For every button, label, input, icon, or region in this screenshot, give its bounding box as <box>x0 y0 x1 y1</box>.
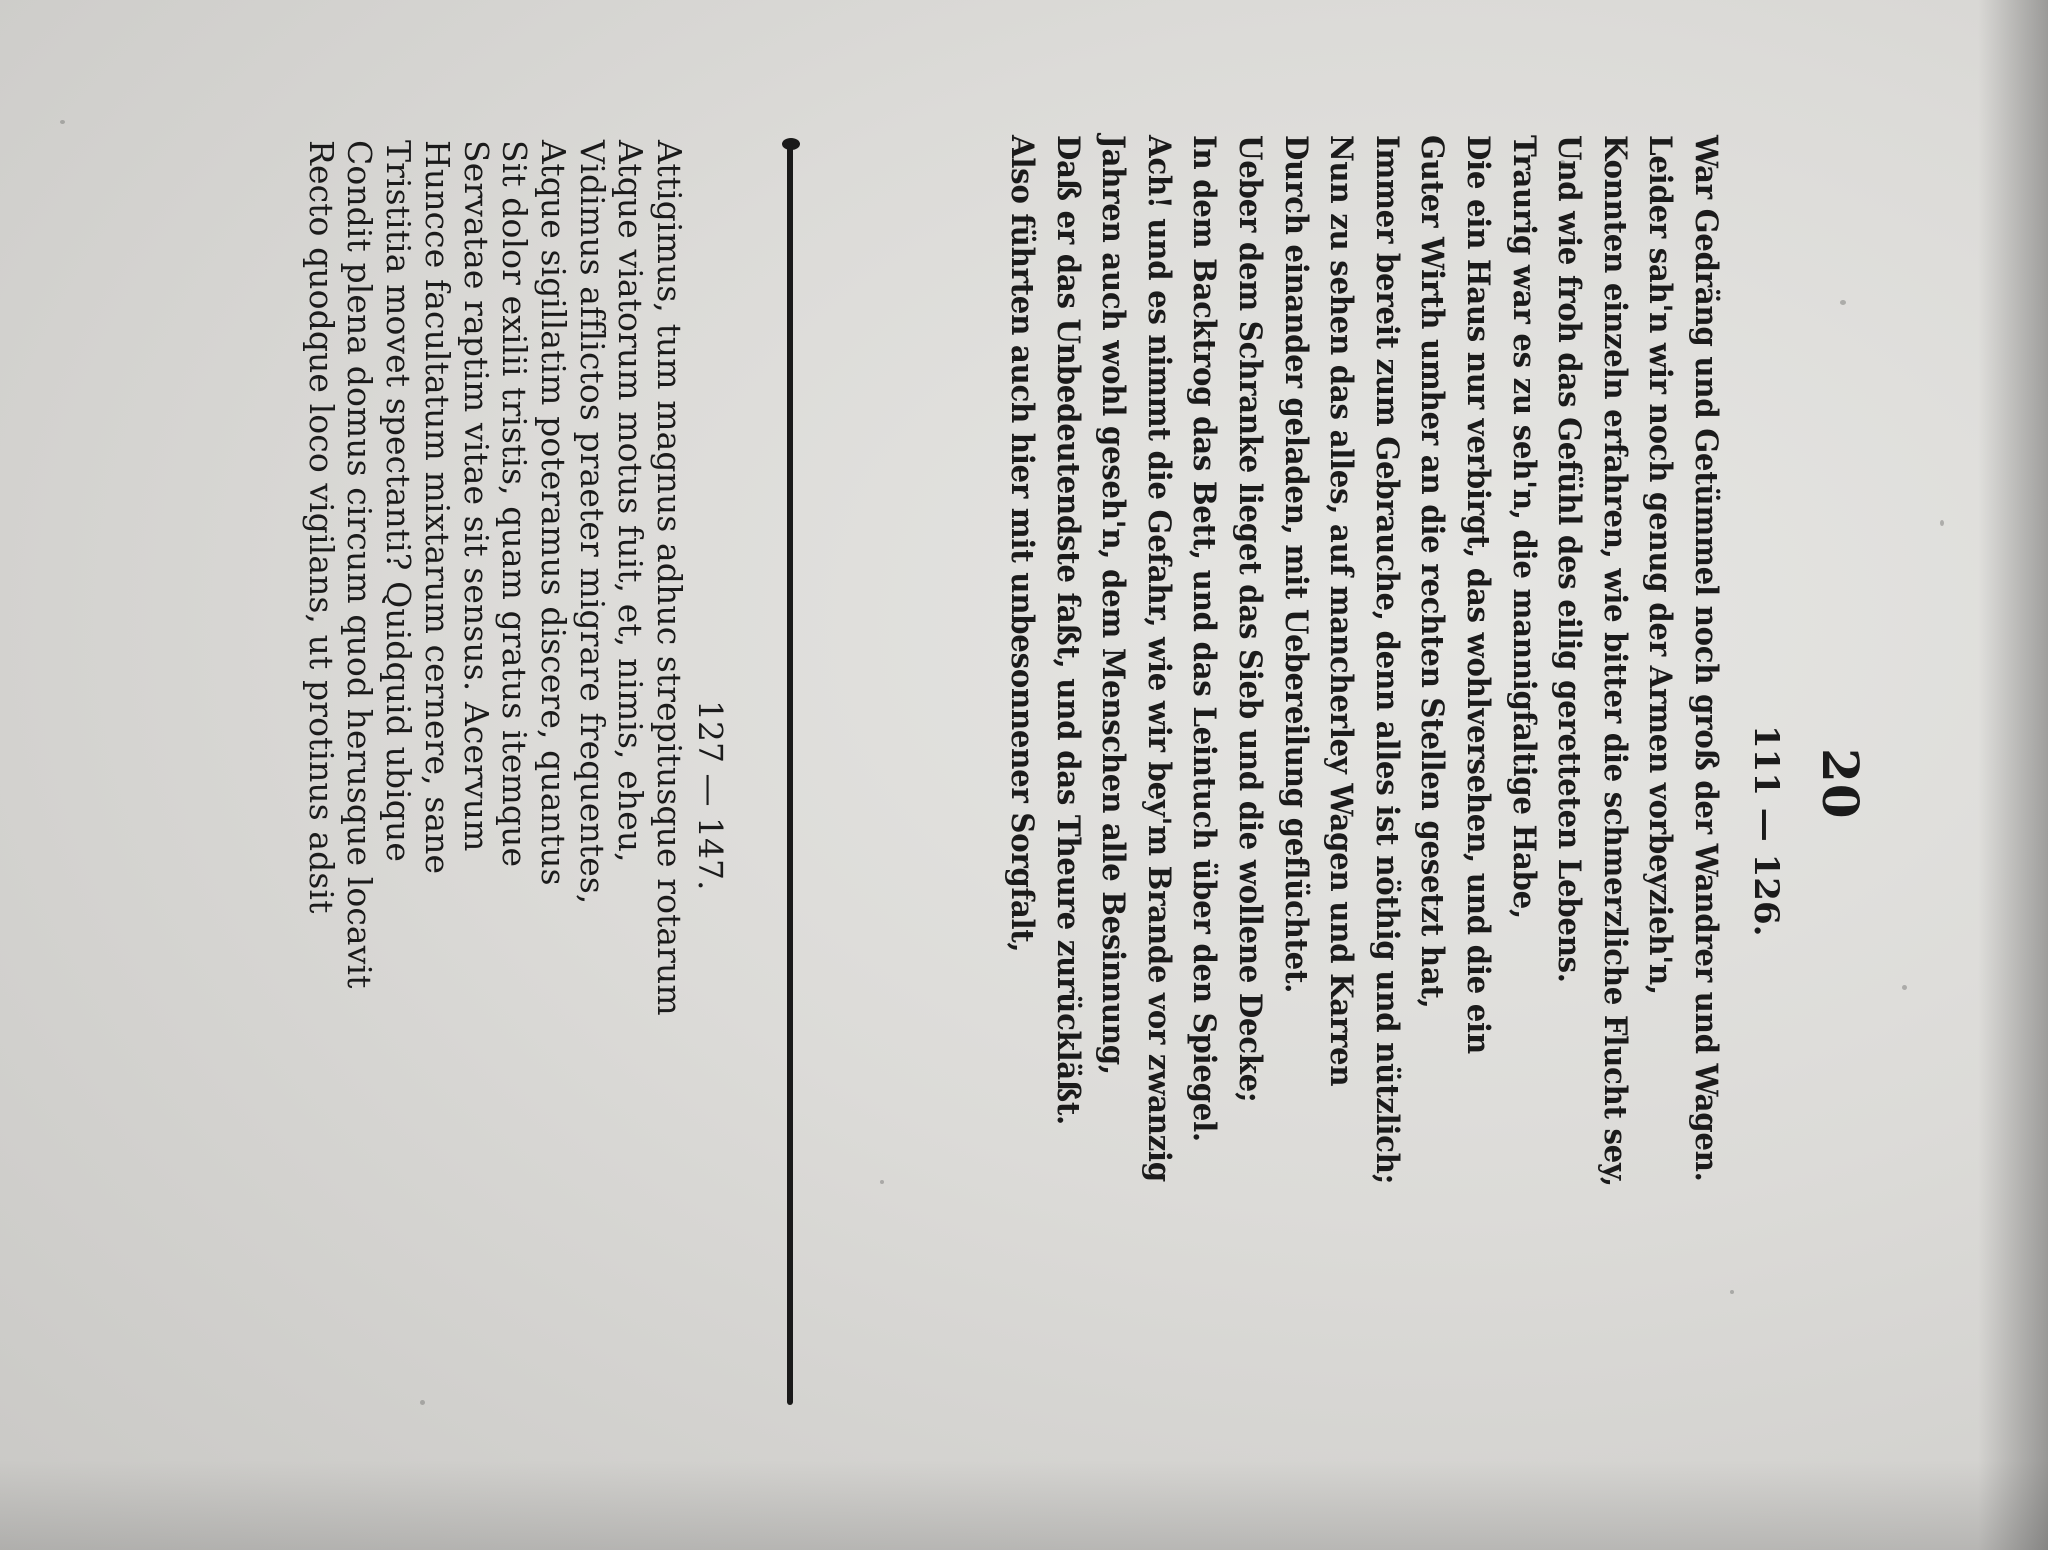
verse-line: Die ein Haus nur verbirgt, das wohlversehen, und die ein <box>1460 135 1497 1054</box>
verse-line: Jahren auch wohl geseh'n, dem Menschen alle Besinnung, <box>1095 135 1132 1075</box>
verse-line: Leider sah'n wir noch genug der Armen vorbeyzieh'n, <box>1642 135 1679 995</box>
verse-line: Atque viatorum motus fuit, et, nimis, eheu, <box>611 140 651 863</box>
verse-line: Und wie froh das Gefühl des eilig geretteten Lebens. <box>1551 135 1588 983</box>
verse-line: Ueber dem Schranke lieget das Sieb und die wollene Decke; <box>1232 135 1269 1103</box>
section-divider-rule <box>787 140 793 1405</box>
verse-line: Daß er das Unbedeutendste faßt, und das Theure zurückläßt. <box>1049 135 1086 1125</box>
german-verse-block <box>999 135 1729 1550</box>
section-heading-verses-111-126: 111 — 126. <box>1746 725 1786 937</box>
verse-line: Servatae raptim vitae sit sensus. Acervum <box>456 140 496 852</box>
verse-line: Traurig war es zu seh'n, die mannigfaltige Habe, <box>1505 135 1542 919</box>
verse-line: Konnten einzeln erfahren, wie bitter die schmerzliche Flucht sey, <box>1596 135 1633 1187</box>
verse-line: Tristitia movet spectanti? Quidquid ubique <box>379 140 419 862</box>
verse-line: Recto quodque loco vigilans, ut protinus adsit <box>301 140 341 914</box>
verse-line: Immer bereit zum Gebrauche, denn alles ist nöthig und nützlich; <box>1368 135 1405 1185</box>
verse-line: In dem Backtrog das Bett, und das Leintuch über den Spiegel. <box>1186 135 1223 1142</box>
page-number: 20 <box>1811 748 1870 820</box>
verse-line: Ach! und es nimmt die Gefahr, wie wir bey'm Brande vor zwanzig <box>1140 135 1177 1182</box>
verse-line: Durch einander geladen, mit Uebereilung geflüchtet. <box>1277 135 1314 994</box>
verse-line: Guter Wirth umher an die rechten Stellen gesetzt hat, <box>1414 135 1451 1009</box>
verse-line: Nun zu sehen das alles, auf mancherley Wagen und Karren <box>1323 135 1360 1087</box>
verse-line: Sit dolor exilii tristis, quam gratus itemque <box>495 140 535 868</box>
verse-line: War Gedräng und Getümmel noch groß der Wandrer und Wagen. <box>1688 135 1724 1182</box>
verse-line: Attigimus, tum magnus adhuc strepitusque rotarum <box>650 140 689 1016</box>
verse-line: Condit plena domus circum quod herusque locavit <box>340 140 380 989</box>
section-divider-rule-end <box>782 138 800 150</box>
verse-line: Also führten auch hier mit unbesonnener Sorgfalt, <box>1004 135 1041 953</box>
section-heading-verses-127-147: 127 — 147. <box>691 700 730 891</box>
verse-line: Huncce facultatum mixtarum cernere, sane <box>417 140 457 875</box>
verse-line: Vidimus afflictos praeter migrare frequentes, <box>572 140 612 905</box>
latin-verse-block <box>301 140 688 1550</box>
verse-line: Atque sigillatim poteramus discere, quantus <box>533 140 573 886</box>
